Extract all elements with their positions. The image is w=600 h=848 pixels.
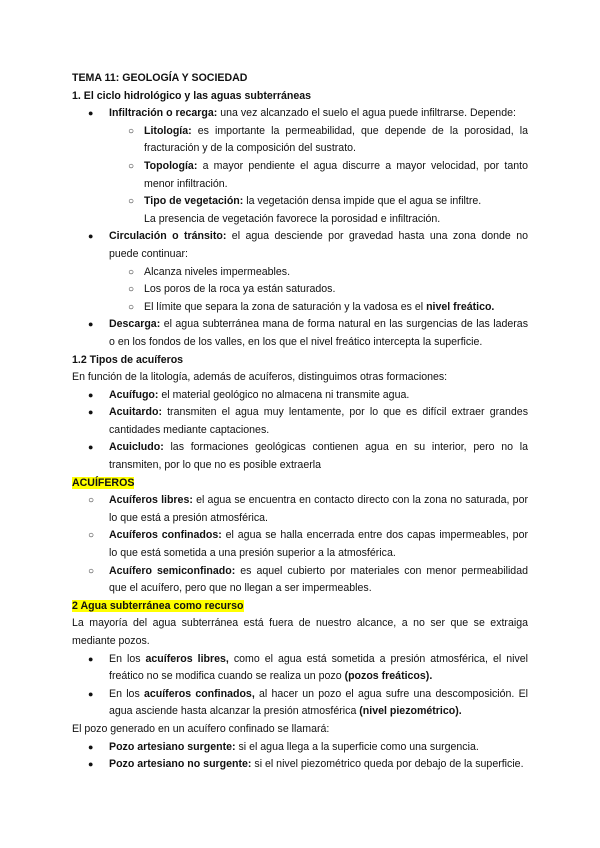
descarga-term: Descarga: <box>109 318 161 331</box>
bullet-circle-icon: ○ <box>128 266 135 278</box>
bullet-circle-icon: ○ <box>128 284 135 296</box>
section-1-2-heading: 1.2 Tipos de acuíferos <box>72 353 184 366</box>
sub-item-niveles <box>72 264 528 282</box>
litologia-term: Litología: <box>144 124 192 137</box>
sub-item-poros <box>72 281 528 299</box>
sub-item-limite <box>72 299 528 317</box>
acuiferos-libres-term: Acuíferos libres: <box>109 494 193 507</box>
bullet-circle-icon: ○ <box>88 530 95 542</box>
bullet-dot-icon: ● <box>88 231 94 242</box>
nivel-freatico-term: nivel freático. <box>426 300 495 313</box>
acuiferos-confinados-term: Acuíferos confinados: <box>109 529 222 542</box>
acuicludo-text: las formaciones geológicas contienen agua en su interior, pero no la transmiten, por lo que no es posible extraerla <box>109 441 528 472</box>
pozos-libres-pre: En los <box>109 652 146 665</box>
bullet-circle-icon: ○ <box>128 125 135 137</box>
sub-item-litologia <box>72 123 528 158</box>
pozo-no-surgente-term: Pozo artesiano no surgente: <box>109 758 252 771</box>
bullet-dot-icon: ● <box>88 442 94 453</box>
bullet-circle-icon: ○ <box>128 301 135 313</box>
bullet-acuifugo <box>72 387 528 405</box>
bullet-dot-icon: ● <box>88 407 94 418</box>
pozo-surgente-text: si el agua llega a la superficie como una surgencia. <box>235 740 479 753</box>
bullet-dot-icon: ● <box>88 759 94 770</box>
bullet-acuiferos-libres <box>72 492 528 527</box>
sub-item-topologia <box>72 158 528 193</box>
descarga-text: el agua subterránea mana de forma natural en las surgencias de las laderas o en los fondos de los valles, en los que el nivel freático intercepta la superficie. <box>109 318 528 348</box>
bullet-dot-icon: ● <box>88 653 94 664</box>
pozos-libres-term: acuíferos libres, <box>145 652 229 665</box>
bullet-dot-icon: ● <box>88 688 94 699</box>
bullet-infiltracion <box>72 105 528 123</box>
bullet-dot-icon: ● <box>88 108 94 119</box>
circulacion-text: el agua desciende por gravedad hasta una zona donde no puede continuar: <box>109 230 528 260</box>
bullet-pozo-surgente <box>72 739 528 757</box>
section-1-heading: 1. El ciclo hidrológico y las aguas subterráneas <box>72 89 312 102</box>
bullet-dot-icon: ● <box>88 319 94 330</box>
pozo-surgente-term: Pozo artesiano surgente: <box>109 740 236 753</box>
bullet-circle-icon: ○ <box>128 196 135 208</box>
acuitardo-term: Acuitardo: <box>109 406 162 419</box>
bullet-descarga <box>72 316 528 351</box>
pozos-confinados-term: acuíferos confinados, <box>143 687 255 700</box>
acuiferos-confinados-text: el agua se halla encerrada entre dos capas impermeables, por lo que está sometida a una presión superior a la atmosférica. <box>109 529 528 560</box>
vegetacion-extra: La presencia de vegetación favorece la porosidad e infiltración. <box>144 212 441 225</box>
acuifero-semiconfinado-text: es aquel cubierto por materiales con menor permeabilidad que el acuífero, pero que no llegan a ser impermeables. <box>109 564 528 595</box>
acuifugo-text: el material geológico no almacena ni transmite agua. <box>158 388 410 401</box>
bullet-pozos-libres <box>72 651 528 686</box>
topologia-text: a mayor pendiente el agua discurre a mayor velocidad, por tanto menor infiltración. <box>144 159 528 190</box>
bullet-dot-icon: ● <box>88 741 94 752</box>
bullet-circulacion <box>72 228 528 263</box>
acuitardo-text: transmiten el agua muy lentamente, por lo que es difícil extraer grandes cantidades mediante captaciones. <box>109 406 528 436</box>
bullet-pozos-confinados <box>72 686 528 721</box>
bullet-acuiferos-confinados <box>72 527 528 562</box>
acuifugo-term: Acuífugo: <box>109 388 159 401</box>
sub-item-vegetacion <box>72 193 528 228</box>
vegetacion-term: Tipo de vegetación: <box>144 195 244 208</box>
section-1-2-intro: En función de la litología, además de acuíferos, distinguimos otras formaciones: <box>72 371 448 384</box>
litologia-text: es importante la permeabilidad, que depende de la porosidad, la fracturación y de la composición del sustrato. <box>144 124 528 155</box>
topologia-term: Topología: <box>144 159 198 172</box>
section-2-intro: La mayoría del agua subterránea está fuera de nuestro alcance, a no ser que se extraiga mediante pozos. <box>72 617 528 647</box>
acuiferos-libres-text: el agua se encuentra en contacto directo con la zona no saturada, por lo que está a presión atmosférica. <box>109 494 528 524</box>
bullet-pozo-no-surgente <box>72 756 528 774</box>
pozos-freaticos-term: (pozos freáticos). <box>344 670 433 683</box>
limite-text: El límite que separa la zona de saturación y la vadosa es el <box>144 300 427 313</box>
infiltracion-text: una vez alcanzado el suelo el agua puede infiltrarse. Depende: <box>217 107 516 120</box>
acuiferos-heading: ACUÍFEROS <box>72 476 135 489</box>
pozo-no-surgente-text: si el nivel piezométrico queda por debajo de la superficie. <box>251 758 524 771</box>
bullet-acuifero-semiconfinado <box>72 563 528 598</box>
nivel-piezometrico-term: (nivel piezométrico). <box>359 705 462 718</box>
circulacion-item-2: Los poros de la roca ya están saturados. <box>144 283 336 296</box>
pozo-intro: El pozo generado en un acuífero confinado se llamará: <box>72 722 330 735</box>
acuifero-semiconfinado-term: Acuífero semiconfinado: <box>109 564 236 577</box>
acuicludo-term: Acuicludo: <box>109 441 164 454</box>
section-2-heading: 2 Agua subterránea como recurso <box>72 599 244 612</box>
vegetacion-text: la vegetación densa impide que el agua se infiltre. <box>243 195 482 208</box>
pozos-libres-text: como el agua está sometida a presión atmosférica, el nivel freático no se modifica cuando se realiza un pozo <box>109 652 528 683</box>
infiltracion-term: Infiltración o recarga: <box>109 107 218 120</box>
bullet-dot-icon: ● <box>88 389 94 400</box>
circulacion-item-1: Alcanza niveles impermeables. <box>144 265 291 278</box>
bullet-circle-icon: ○ <box>88 565 95 577</box>
bullet-circle-icon: ○ <box>88 495 95 507</box>
circulacion-term: Circulación o tránsito: <box>109 230 227 243</box>
bullet-acuitardo <box>72 404 528 439</box>
page-title: TEMA 11: GEOLOGÍA Y SOCIEDAD <box>72 72 248 84</box>
document-content <box>72 70 528 774</box>
pozos-confinados-text: al hacer un pozo el agua sufre una descomposición. El agua asciende hasta alcanzar la presión atmosférica <box>109 687 528 718</box>
bullet-acuicludo <box>72 439 528 474</box>
pozos-confinados-pre: En los <box>109 687 144 700</box>
bullet-circle-icon: ○ <box>128 160 135 172</box>
